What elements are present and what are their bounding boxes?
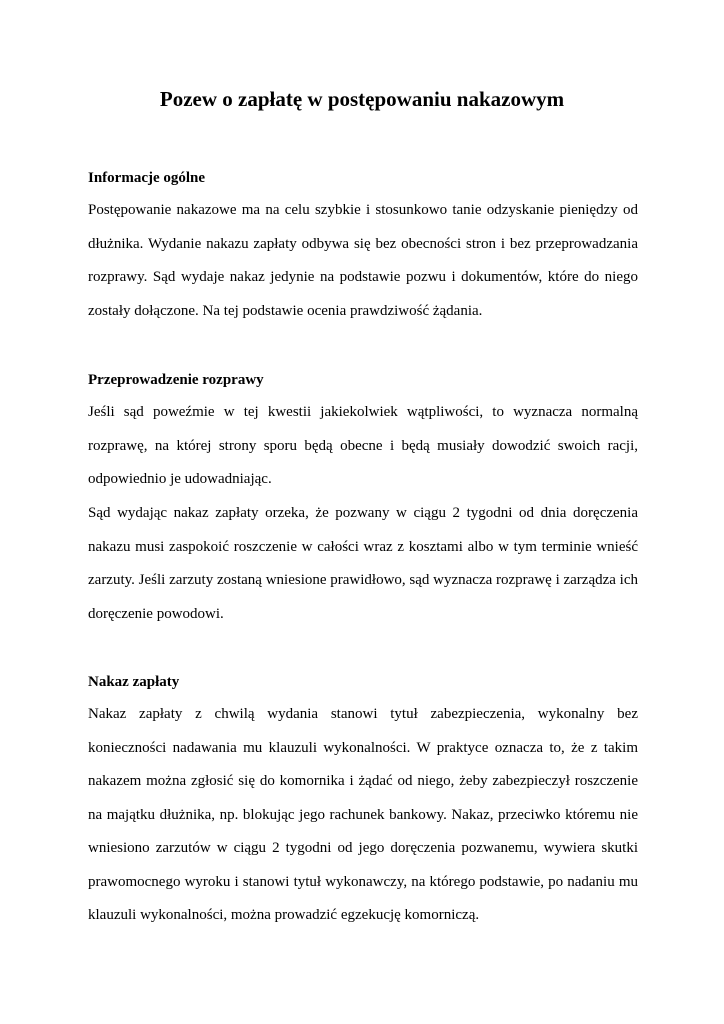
section-heading-hearing: Przeprowadzenie rozprawy [88,372,264,388]
paragraph-hearing-1: Jeśli sąd poweźmie w tej kwestii jakiekolwiek wątpliwości, to wyznacza normalną rozprawę, na której strony sporu będą obecne i będą musiały dowodzić swoich racji, odpowiednio je udowadniając. [88,404,638,487]
section-heading-general-info: Informacje ogólne [88,170,206,186]
paragraph-hearing-2: Sąd wydając nakaz zapłaty orzeka, że pozwany w ciągu 2 tygodni od dnia doręczenia nakazu musi zaspokoić roszczenie w całości wraz z kosztami albo w tym terminie wnieść zarzuty. Jeśli zarzuty zostaną wniesione prawidłowo, sąd wyznacza rozprawę i zarządza ich doręczenie powodowi. [88,505,639,622]
paragraph-general-info: Postępowanie nakazowe ma na celu szybkie i stosunkowo tanie odzyskanie pieniędzy od dłużnika. Wydanie nakazu zapłaty odbywa się bez obecności stron i bez przeprowadzania rozprawy. Sąd wydaje nakaz jedynie na podstawie pozwu i dokumentów, które do niego zostały dołączone. Na tej podstawie ocenia prawdziwość żądania. [88,202,638,319]
paragraph-payment-order: Nakaz zapłaty z chwilą wydania stanowi tytuł zabezpieczenia, wykonalny bez konieczności nadawania mu klauzuli wykonalności. W praktyce oznacza to, że z takim nakazem można zgłosić się do komornika i żądać od niego, żeby zabezpieczył roszczenie na majątku dłużnika, np. blokując jego rachunek bankowy. Nakaz, przeciwko któremu nie wniesiono zarzutów w ciągu 2 tygodni od jego doręczenia pozwanemu, wywiera skutki prawomocnego wyroku i stanowi tytuł wykonawczy, na którego podstawie, po nadaniu mu klauzuli wykonalności, można prowadzić egzekucję komorniczą. [88,706,638,923]
section-heading-payment-order: Nakaz zapłaty [88,674,180,690]
document-title: Pozew o zapłatę w postępowaniu nakazowym [159,87,565,111]
